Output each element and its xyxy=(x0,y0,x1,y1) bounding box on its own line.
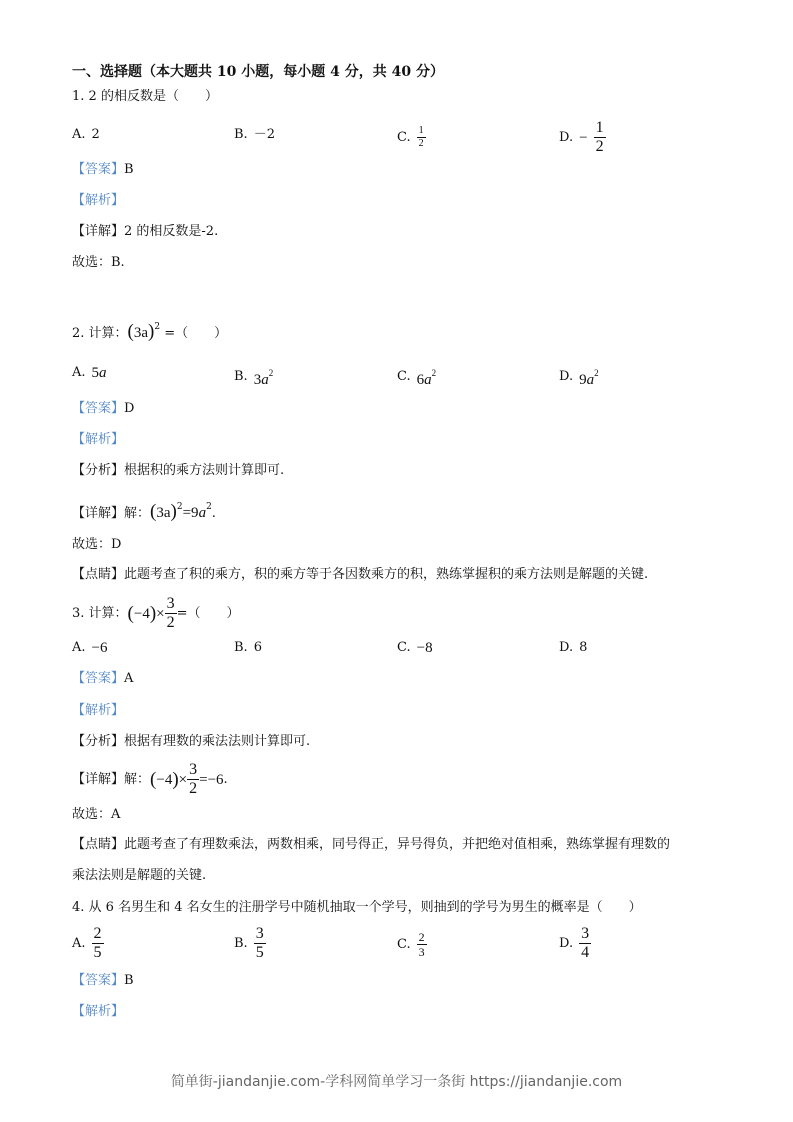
q2-answer: 【答案】D xyxy=(72,401,135,416)
page-footer: 简单街-jiandanjie.com-学科网简单学习一条街 https://jiandanjie.com xyxy=(170,1074,623,1090)
q2-analysis-label: 【解析】 xyxy=(72,432,125,447)
question-2-stem: 2. 计算：$(3a)^2$ =（ ） xyxy=(72,321,228,342)
q3-analysis-label: 【解析】 xyxy=(72,703,125,718)
q1-answer: 【答案】B xyxy=(72,162,134,177)
q3-option-c: C. −8 xyxy=(397,640,433,656)
question-1-stem: 1. 2 的相反数是（ ） xyxy=(72,89,218,104)
q3-option-b: B. 6 xyxy=(234,640,262,655)
q3-option-a: A. −6 xyxy=(72,640,108,656)
q3-option-d: D. 8 xyxy=(559,640,588,655)
q2-fenxi: 【分析】根据积的乘方法则计算即可. xyxy=(72,463,285,478)
section-title: 一、选择题（本大题共 10 小题，每小题 4 分，共 40 分） xyxy=(72,64,444,80)
q2-option-d: D. $9a^2$ xyxy=(559,368,599,388)
q2-option-b: B. $3a^2$ xyxy=(234,368,274,388)
q1-option-a: A. 2 xyxy=(72,127,100,142)
q1-option-c: C. $\frac{1}{2}$ xyxy=(397,125,424,149)
q4-option-b: B. $\frac{3}{5}$ xyxy=(234,925,264,961)
q1-option-d: D. − $\frac{1}{2}$ xyxy=(559,119,604,155)
question-3-stem: 3. 计算： ( −4 ) × $\frac{3}{2}$ =（ ） xyxy=(72,595,240,631)
q2-choose: 故选：D xyxy=(72,537,122,552)
q3-detail: 【详解】 解： ( −4 ) × $\frac{3}{2}$ =−6 . xyxy=(72,761,228,797)
q3-answer: 【答案】A xyxy=(72,671,134,686)
q1-detail: 【详解】2 的相反数是-2. xyxy=(72,224,219,239)
q3-choose: 故选：A xyxy=(72,807,121,822)
q4-option-c: C. $\frac{2}{3}$ xyxy=(397,930,425,959)
q2-option-a: A. 5a xyxy=(72,365,107,381)
q2-detail: 【详解】解：$(3a)^2=9a^2$. xyxy=(72,501,216,522)
q1-option-b: B. －2 xyxy=(234,127,275,142)
q3-fenxi: 【分析】根据有理数的乘法法则计算即可. xyxy=(72,734,311,749)
q4-analysis-label: 【解析】 xyxy=(72,1004,125,1019)
q3-dianjing-cont: 乘法法则是解题的关键. xyxy=(72,868,207,883)
q4-option-d: D. $\frac{3}{4}$ xyxy=(559,925,590,961)
q4-option-a: A. $\frac{2}{5}$ xyxy=(72,925,102,961)
q1-analysis-label: 【解析】 xyxy=(72,193,125,208)
q2-dianjing: 【点睛】此题考查了积的乘方，积的乘方等于各因数乘方的积，熟练掌握积的乘方法则是解题的关键. xyxy=(72,567,649,582)
q1-choose: 故选：B. xyxy=(72,255,125,270)
q2-option-c: C. $6a^2$ xyxy=(397,368,437,388)
q3-dianjing: 【点睛】此题考查了有理数乘法，两数相乘，同号得正，异号得负，并把绝对值相乘，熟练掌握有理数的 xyxy=(72,837,671,852)
q4-answer: 【答案】B xyxy=(72,973,134,988)
question-4-stem: 4. 从 6 名男生和 4 名女生的注册学号中随机抽取一个学号，则抽到的学号为男生的概率是（ ） xyxy=(72,900,642,915)
